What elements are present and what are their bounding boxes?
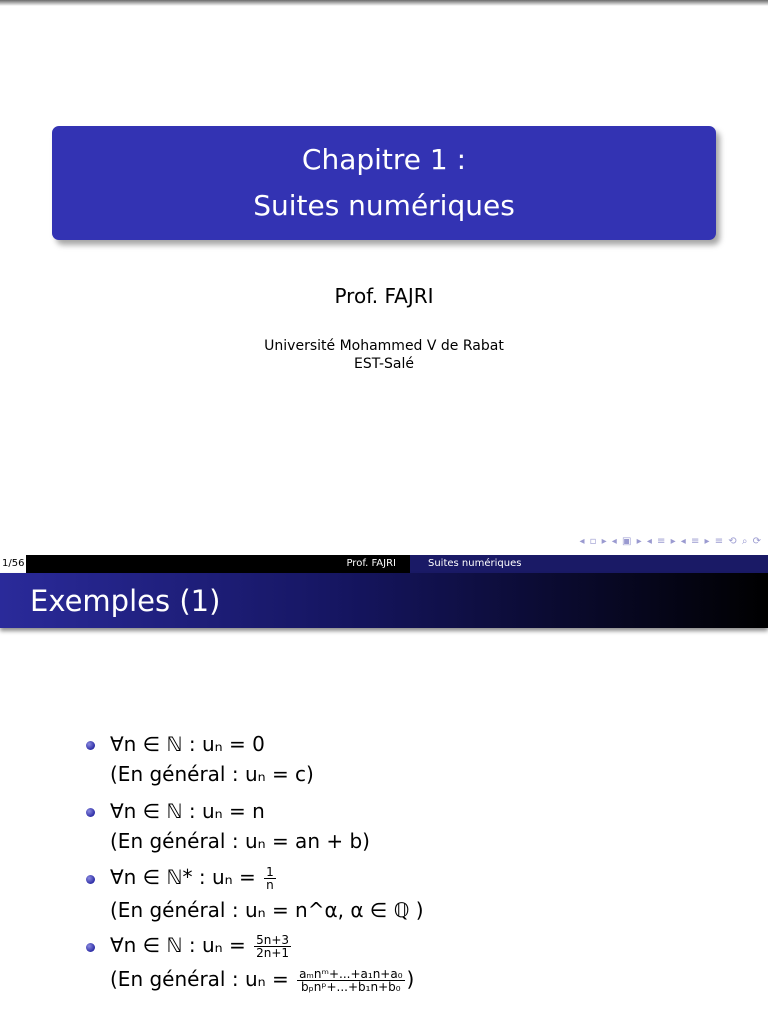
list-item-general [110,966,414,993]
fraction [264,866,276,891]
fraction [254,934,291,959]
footer-author: Prof. FAJRI [346,558,396,569]
fraction-numerator: 5n+3 [256,933,290,947]
fraction-denominator: 2n+1 [256,946,290,960]
author-name: Prof. FAJRI [334,284,434,308]
bullet-icon [86,943,95,952]
footer-title: Suites numériques [410,555,768,573]
institution-name: Université Mohammed V de Rabat [264,338,504,354]
formula-prefix: ∀n ∈ ℕ : uₙ = [110,933,246,957]
formula-prefix: ∀n ∈ ℕ* : uₙ = [110,865,256,889]
list-item-general: (En général : uₙ = c) [110,762,314,786]
chapter-subtitle: Suites numériques [253,189,515,222]
bullet-icon [86,808,95,817]
page-number: 1/56 [0,555,26,573]
beamer-navigation-icons[interactable]: ◂ ▫ ▸ ◂ ▣ ▸ ◂ ≡ ▸ ◂ ≡ ▸ ≡ ⟲ ⌕ ⟳ [579,536,762,547]
formula-suffix: ) [406,967,415,991]
chapter-title: Chapitre 1 : [301,143,467,176]
list-item-general: (En général : uₙ = n^α, α ∈ ℚ ) [110,898,424,922]
list-item-general: (En général : uₙ = an + b) [110,829,370,853]
formula-prefix: (En général : uₙ = [110,967,289,991]
fraction-numerator: aₘnᵐ+...+a₁n+a₀ [299,967,403,981]
list-item-formula: ∀n ∈ ℕ : uₙ = n [110,799,265,823]
fraction-numerator: 1 [266,865,274,879]
list-item-formula: ∀n ∈ ℕ : uₙ = 0 [110,732,265,756]
frame-title: Exemples (1) [30,584,221,618]
fraction-denominator: n [264,878,276,891]
institution-school: EST-Salé [353,356,415,372]
fraction [297,968,404,993]
bullet-icon [86,741,95,750]
list-item-formula [110,864,278,891]
bullet-icon [86,875,95,884]
fraction-denominator: bₚnᵖ+...+b₁n+b₀ [297,980,404,993]
list-item-formula [110,932,293,959]
